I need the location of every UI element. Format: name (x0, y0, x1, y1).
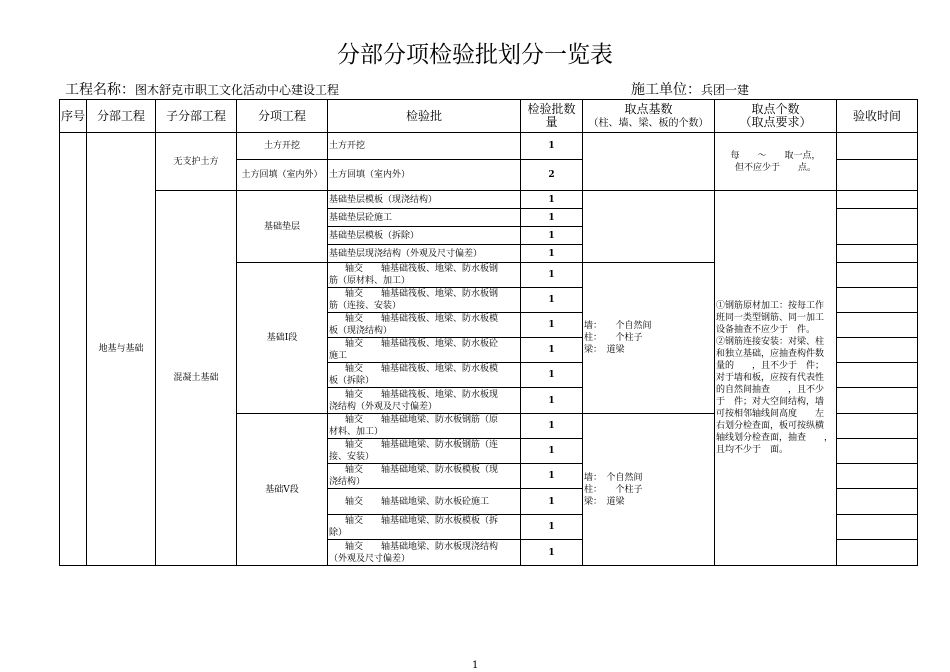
accept-cell (837, 489, 918, 515)
accept-cell (837, 191, 918, 209)
header-count: 检验批数 量 (521, 100, 583, 133)
construction-unit-label: 施工单位： (631, 82, 701, 98)
accept-cell (837, 313, 918, 338)
accept-cell (837, 245, 918, 263)
subdivision-concrete: 混凝土基础 (156, 191, 237, 566)
accept-cell (837, 263, 918, 288)
accept-cell (837, 133, 918, 160)
count-cushion-1: 1 (521, 191, 583, 209)
item-excavation: 土方开挖 (237, 133, 328, 160)
header-batch: 检验批 (328, 100, 521, 133)
header-accept: 验收时间 (837, 100, 918, 133)
accept-cell (837, 439, 918, 464)
header-subdivision: 子分部工程 (156, 100, 237, 133)
accept-cell (837, 414, 918, 439)
header-base: 取点基数 （柱、墙、梁、板的个数） (583, 100, 715, 133)
accept-cell (837, 160, 918, 191)
points-concrete: ①钢筋原材加工：按每工作 班同一类型钢筋、同一加工 设备抽查不应少于 件。 ②钢筋连接安装：对梁、柱 和独立基础，应抽查构件数 量的 ，且不少于 件； 对于墙和板，应按有代表性 的自然间抽查 ，且不少 于 件；对大空间结构，墙 可按相邻轴线间高度 左 右划分检查面，板可按纵横 轴线划分检查面，抽查 ， 且均不少于 面。 (715, 191, 837, 566)
page-title: 分部分项检验批划分一览表 (337, 42, 613, 68)
batch-seg5-1: 轴交 轴基础地梁、防水板钢筋（原 材料、加工） (328, 414, 521, 439)
batch-seg1-5: 轴交 轴基础筏板、地梁、防水板模 板（拆除） (328, 363, 521, 388)
accept-cell (837, 363, 918, 388)
subdivision-earthwork: 无支护土方 (156, 133, 237, 191)
count-seg5-3: 1 (521, 464, 583, 489)
project-name-value: 图木舒克市职工文化活动中心建设工程 (135, 83, 340, 97)
batch-seg1-3: 轴交 轴基础筏板、地梁、防水板模 板（现浇结构） (328, 313, 521, 338)
batch-seg5-6: 轴交 轴基础地梁、防水板现浇结构 （外观及尺寸偏差） (328, 540, 521, 566)
batch-seg1-2: 轴交 轴基础筏板、地梁、防水板钢 筋（连接、安装） (328, 288, 521, 313)
accept-cell (837, 464, 918, 489)
item-cushion: 基础垫层 (237, 191, 328, 263)
table-header-row (60, 100, 918, 133)
header-points: 取点个数 （取点要求） (715, 100, 837, 133)
batch-cushion-3: 基础垫层模板（拆除） (328, 227, 521, 245)
construction-unit-value: 兵团一建 (701, 83, 750, 97)
count-cushion-3: 1 (521, 227, 583, 245)
base-seg1: 墙： 个自然间 柱： 个柱子 梁： 道梁 (583, 263, 715, 414)
batch-seg1-1: 轴交 轴基础筏板、地梁、防水板钢 筋（原材料、加工） (328, 263, 521, 288)
count-seg5-6: 1 (521, 540, 583, 566)
accept-cell (837, 388, 918, 414)
table-row (60, 133, 918, 160)
header-item: 分项工程 (237, 100, 328, 133)
inspection-batch-table (59, 99, 918, 566)
division-cell: 地基与基础 (87, 133, 156, 566)
count-excavation: 1 (521, 133, 583, 160)
count-seg1-4: 1 (521, 338, 583, 363)
batch-seg5-4: 轴交 轴基础地梁、防水板砼施工 (328, 489, 521, 515)
count-backfill: 2 (521, 160, 583, 191)
base-earthwork (583, 133, 715, 191)
base-seg5: 墙： 个自然间 柱： 个柱子 梁： 道梁 (583, 414, 715, 566)
batch-seg5-3: 轴交 轴基础地梁、防水板模板（现 浇结构） (328, 464, 521, 489)
header-division: 分部工程 (87, 100, 156, 133)
project-name-line (65, 79, 339, 99)
points-earthwork: 每 ～ 取一点， 但不应少于 点。 (715, 133, 837, 191)
accept-cell (837, 515, 918, 540)
accept-cell (837, 540, 918, 566)
batch-excavation: 土方开挖 (328, 133, 521, 160)
count-seg1-5: 1 (521, 363, 583, 388)
count-seg5-2: 1 (521, 439, 583, 464)
count-seg5-5: 1 (521, 515, 583, 540)
item-backfill: 土方回填（室内外） (237, 160, 328, 191)
project-name-label: 工程名称： (65, 82, 135, 98)
seq-cell (60, 133, 87, 566)
count-seg5-4: 1 (521, 489, 583, 515)
item-seg1: 基础Ⅰ段 (237, 263, 328, 414)
batch-cushion-2: 基础垫层砼施工 (328, 209, 521, 227)
page-number: 1 (472, 660, 479, 671)
batch-backfill: 土方回填（室内外） (328, 160, 521, 191)
accept-cell (837, 338, 918, 363)
batch-seg5-2: 轴交 轴基础地梁、防水板钢筋（连 接、安装） (328, 439, 521, 464)
count-cushion-2: 1 (521, 209, 583, 227)
batch-cushion-4: 基础垫层现浇结构（外观及尺寸偏差） (328, 245, 521, 263)
count-seg1-2: 1 (521, 288, 583, 313)
accept-cell (837, 209, 918, 245)
count-seg1-1: 1 (521, 263, 583, 288)
construction-unit-line (631, 79, 749, 99)
accept-cell (837, 288, 918, 313)
count-seg1-3: 1 (521, 313, 583, 338)
count-seg1-6: 1 (521, 388, 583, 414)
batch-seg1-4: 轴交 轴基础筏板、地梁、防水板砼 施工 (328, 338, 521, 363)
table-row (60, 191, 918, 209)
base-cushion (583, 191, 715, 263)
batch-seg5-5: 轴交 轴基础地梁、防水板模板（拆 除） (328, 515, 521, 540)
count-cushion-4: 1 (521, 245, 583, 263)
header-seq: 序号 (60, 100, 87, 133)
item-seg5: 基础Ⅴ段 (237, 414, 328, 566)
batch-seg1-6: 轴交 轴基础筏板、地梁、防水板现 浇结构（外观及尺寸偏差） (328, 388, 521, 414)
count-seg5-1: 1 (521, 414, 583, 439)
batch-cushion-1: 基础垫层模板（现浇结构） (328, 191, 521, 209)
